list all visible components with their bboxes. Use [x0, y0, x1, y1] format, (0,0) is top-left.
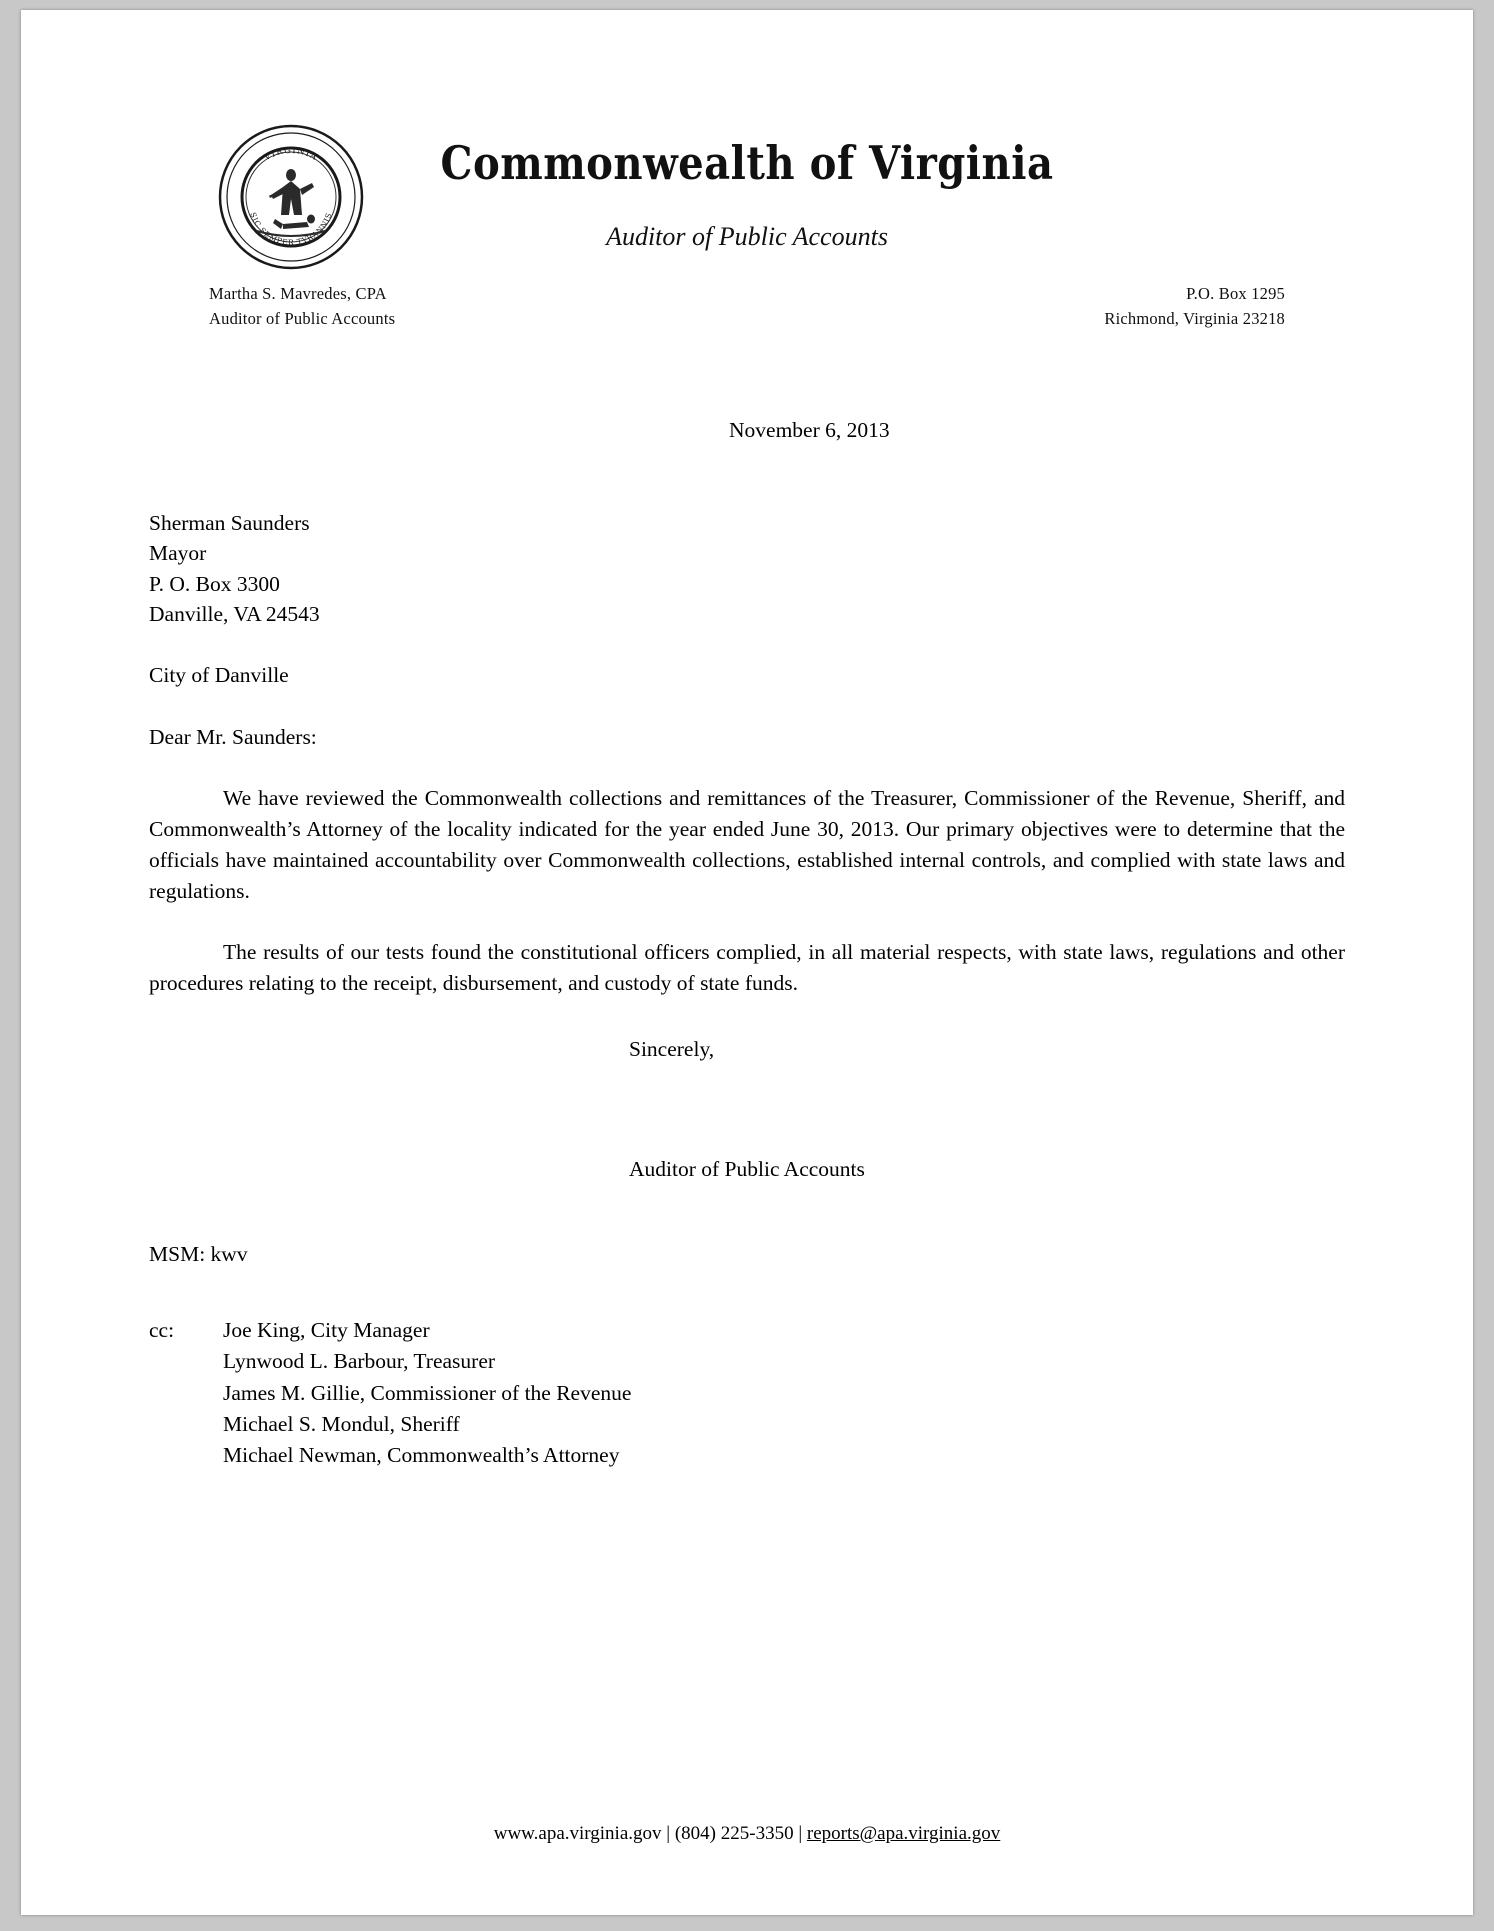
closing: Sincerely,: [629, 1036, 715, 1061]
footer-phone: (804) 225-3350: [674, 1823, 794, 1844]
locality-name: City of Danville: [149, 662, 289, 687]
signature-title: Auditor of Public Accounts: [629, 1157, 865, 1182]
typist-initials: MSM: kwv: [149, 1241, 248, 1266]
page-footer: [21, 1823, 1473, 1845]
list-item: Joe King, City Manager: [223, 1318, 430, 1343]
letterhead-subtitle: Auditor of Public Accounts: [606, 222, 888, 251]
paragraph-1: We have reviewed the Commonwealth collections and remittances of the Treasurer, Commissioner of the Revenue, Sheriff, and Commonwealth’s Attorney of the locality indicated for the year ended June 30, 2013. Our primary objectives were to determine that the officials have maintained accountability over Commonwealth collections, established internal controls, and complied with state laws and regulations.: [149, 785, 1345, 904]
salutation: Dear Mr. Saunders:: [149, 725, 317, 750]
paragraph-2: The results of our tests found the constitutional officers complied, in all material respects, with state laws, regulations and other procedures relating to the receipt, disbursement, and custody of state funds.: [149, 940, 1345, 996]
po-box-line: P.O. Box 1295: [1186, 284, 1285, 303]
cc-block: [149, 1315, 1345, 1471]
svg-text:VIRGINIA: VIRGINIA: [262, 145, 320, 164]
svg-text:SIC SEMPER TYRANNIS: SIC SEMPER TYRANNIS: [248, 211, 334, 248]
recipient-address-block: [149, 508, 1345, 630]
recipient-title: Mayor: [149, 541, 207, 566]
recipient-address-2: Danville, VA 24543: [149, 602, 320, 627]
cc-label: cc:: [149, 1318, 175, 1343]
footer-separator-1: |: [661, 1823, 675, 1844]
letter-body: [149, 415, 1345, 1471]
recipient-address-1: P. O. Box 3300: [149, 571, 280, 596]
list-item: James M. Gillie, Commissioner of the Revenue: [223, 1380, 632, 1405]
city-state-zip-line: Richmond, Virginia 23218: [1104, 308, 1285, 328]
letterhead-address-block: [1104, 282, 1285, 332]
list-item: Michael S. Mondul, Sheriff: [223, 1411, 460, 1436]
list-item: Lynwood L. Barbour, Treasurer: [223, 1349, 496, 1374]
letter-page: [21, 10, 1473, 1915]
letter-date: November 6, 2013: [729, 418, 890, 442]
footer-email-link[interactable]: reports@apa.virginia.gov: [806, 1823, 1001, 1844]
letterhead-auditor-block: [209, 282, 395, 332]
list-item: Michael Newman, Commonwealth’s Attorney: [223, 1442, 620, 1467]
footer-separator-2: |: [793, 1823, 807, 1844]
recipient-name: Sherman Saunders: [149, 510, 310, 535]
footer-website: www.apa.virginia.gov: [493, 1823, 662, 1844]
auditor-title: Auditor of Public Accounts: [209, 308, 396, 328]
cc-list: [223, 1315, 1345, 1471]
auditor-name: Martha S. Mavredes, CPA: [209, 284, 387, 303]
letterhead-title: Commonwealth of Virginia: [440, 136, 1054, 190]
